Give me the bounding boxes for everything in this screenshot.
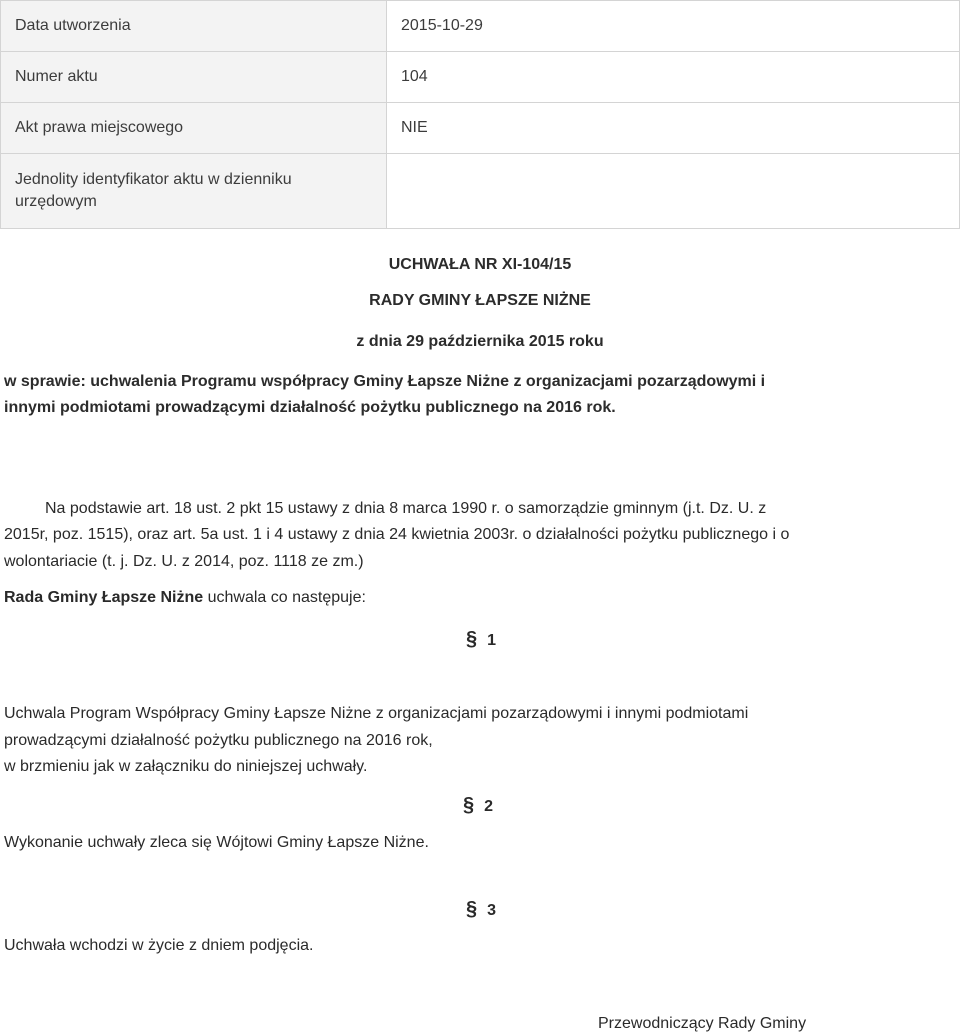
resolves-text: uchwala co następuje:: [203, 589, 366, 606]
subject-line: innymi podmiotami prowadzącymi działalność pożytku publicznego na 2016 rok.: [4, 399, 616, 416]
section-text: w brzmieniu jak w załączniku do niniejszej uchwały.: [4, 758, 368, 775]
section-number: 2: [484, 798, 494, 815]
metadata-row: [1, 1, 960, 52]
section-symbol: §: [466, 628, 478, 650]
act-date: z dnia 29 października 2015 roku: [356, 333, 604, 350]
issuing-body: RADY GMINY ŁAPSZE NIŻNE: [369, 292, 591, 309]
preamble-line: Na podstawie art. 18 ust. 2 pkt 15 ustawy z dnia 8 marca 1990 r. o samorządzie gminnym (j.t. Dz. U. z: [45, 500, 767, 517]
section-heading-2: [463, 794, 493, 817]
metadata-label-line: urzędowym: [15, 193, 97, 210]
metadata-label-line: Jednolity identyfikator aktu w dzienniku: [15, 171, 292, 188]
section-text: Uchwała wchodzi w życie z dniem podjęcia.: [4, 937, 314, 954]
subject-line: w sprawie: uchwalenia Programu współpracy Gminy Łapsze Niżne z organizacjami pozarządowymi i: [4, 373, 766, 390]
resolution-clause: [4, 589, 366, 607]
section-text: prowadzącymi działalność pożytku publicznego na 2016 rok,: [4, 732, 433, 749]
section-number: 3: [487, 902, 497, 919]
metadata-label: [1, 154, 387, 229]
metadata-label: Numer aktu: [1, 52, 387, 103]
preamble-line: 2015r, poz. 1515), oraz art. 5a ust. 1 i 4 ustawy z dnia 24 kwietnia 2003r. o działalności pożytku publicznego i o: [4, 526, 790, 543]
council-name: Rada Gminy Łapsze Niżne: [4, 589, 204, 606]
section-heading-1: [466, 628, 496, 651]
act-title: UCHWAŁA NR XI-104/15: [388, 256, 572, 273]
metadata-value: 2015-10-29: [387, 1, 960, 52]
section-text: Uchwala Program Współpracy Gminy Łapsze Niżne z organizacjami pozarządowymi i innymi podmiotami: [4, 705, 749, 722]
section-symbol: §: [463, 794, 475, 816]
metadata-label: Akt prawa miejscowego: [1, 103, 387, 154]
section-symbol: §: [466, 898, 478, 920]
preamble-line: wolontariacie (t. j. Dz. U. z 2014, poz. 1118 ze zm.): [4, 553, 364, 570]
section-heading-3: [466, 898, 496, 921]
section-text: Wykonanie uchwały zleca się Wójtowi Gminy Łapsze Niżne.: [4, 834, 429, 851]
metadata-label: Data utworzenia: [1, 1, 387, 52]
section-number: 1: [487, 632, 497, 649]
metadata-value: NIE: [387, 103, 960, 154]
metadata-row: [1, 52, 960, 103]
metadata-row: [1, 103, 960, 154]
metadata-value: 104: [387, 52, 960, 103]
metadata-value: [387, 154, 960, 229]
metadata-row: [1, 154, 960, 229]
metadata-table: [0, 0, 960, 229]
signature-line: Przewodniczący Rady Gminy: [598, 1015, 807, 1032]
